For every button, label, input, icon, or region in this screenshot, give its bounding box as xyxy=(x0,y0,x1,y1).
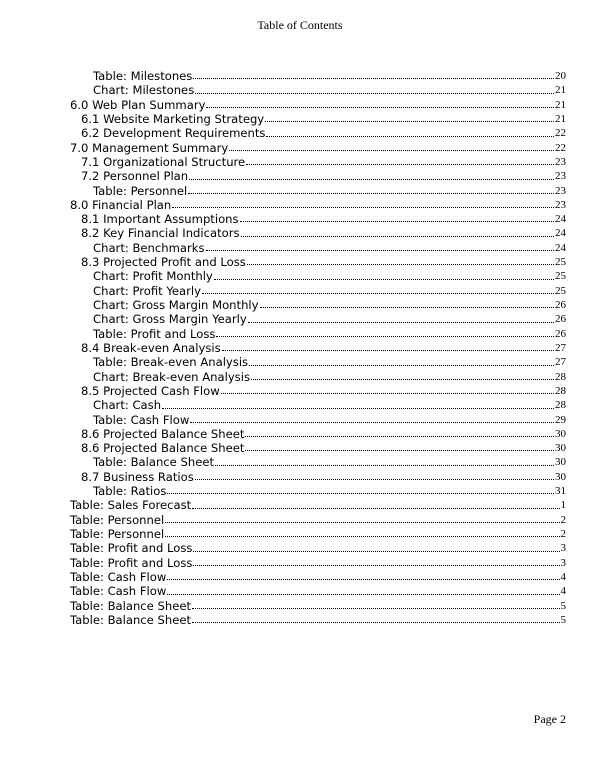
toc-entry-title: Chart: Gross Margin Monthly xyxy=(93,298,259,312)
toc-entry[interactable] xyxy=(70,112,566,126)
toc-entry-page-number: 26 xyxy=(555,313,566,326)
toc-entry-title: 7.2 Personnel Plan xyxy=(81,169,189,184)
toc-entry[interactable] xyxy=(70,83,566,97)
toc-dot-leader xyxy=(193,551,559,552)
toc-entry-title: 8.7 Business Ratios xyxy=(81,469,194,484)
toc-entry-title: Chart: Profit Monthly xyxy=(93,269,213,284)
toc-entry-page-number: 23 xyxy=(555,170,566,183)
toc-dot-leader xyxy=(189,179,554,180)
toc-entry[interactable] xyxy=(70,584,566,598)
toc-dot-leader xyxy=(216,336,554,337)
toc-entry-title: 8.5 Projected Cash Flow xyxy=(81,383,220,398)
toc-entry-page-number: 2 xyxy=(560,513,566,526)
toc-dot-leader xyxy=(248,322,554,323)
toc-dot-leader xyxy=(260,307,554,308)
toc-entry[interactable] xyxy=(70,384,566,398)
toc-entry-title: Table: Cash Flow xyxy=(93,412,190,427)
toc-entry[interactable] xyxy=(70,427,566,441)
toc-entry[interactable] xyxy=(70,341,566,355)
toc-entry[interactable] xyxy=(70,98,566,112)
toc-dot-leader xyxy=(241,236,554,237)
toc-entry-page-number: 3 xyxy=(560,556,566,569)
toc-dot-leader xyxy=(193,78,554,79)
toc-entry-page-number: 30 xyxy=(555,442,566,455)
toc-entry-page-number: 22 xyxy=(555,127,566,140)
toc-dot-leader xyxy=(246,164,554,165)
toc-entry-title: Table: Personnel xyxy=(93,183,188,198)
toc-dot-leader xyxy=(206,107,554,108)
toc-entry-title: Table: Sales Forecast xyxy=(70,498,192,513)
toc-entry-title: Table: Break-even Analysis xyxy=(93,355,249,370)
toc-dot-leader xyxy=(172,207,554,208)
toc-entry-page-number: 1 xyxy=(560,499,566,512)
toc-dot-leader xyxy=(188,193,554,194)
toc-entry-title: Chart: Gross Margin Yearly xyxy=(93,312,247,327)
toc-dot-leader xyxy=(229,150,554,151)
page-header-title: Table of Contents xyxy=(257,18,343,32)
toc-entry-page-number: 21 xyxy=(555,98,566,111)
toc-entry-title: 8.2 Key Financial Indicators xyxy=(81,226,240,241)
toc-entry[interactable] xyxy=(70,527,566,541)
toc-entry-page-number: 24 xyxy=(555,213,566,226)
toc-entry-page-number: 28 xyxy=(555,370,566,383)
toc-entry[interactable] xyxy=(70,470,566,484)
toc-entry[interactable] xyxy=(70,513,566,527)
toc-dot-leader xyxy=(245,450,554,451)
toc-dot-leader xyxy=(195,93,554,94)
toc-entry-page-number: 28 xyxy=(555,399,566,412)
toc-entry-page-number: 27 xyxy=(555,341,566,354)
toc-entry-title: 8.4 Break-even Analysis xyxy=(81,340,221,355)
toc-entry-title: Table: Profit and Loss xyxy=(70,555,193,570)
toc-entry-title: Table: Balance Sheet xyxy=(93,455,215,470)
toc-entry-page-number: 28 xyxy=(555,384,566,397)
toc-entry-title: 8.6 Projected Balance Sheet xyxy=(81,441,245,456)
toc-entry-title: Table: Personnel xyxy=(70,512,165,527)
toc-entry-page-number: 4 xyxy=(560,570,566,583)
toc-dot-leader xyxy=(192,622,559,623)
toc-entry-page-number: 30 xyxy=(555,456,566,469)
toc-entry-page-number: 20 xyxy=(555,70,566,82)
toc-dot-leader xyxy=(249,365,554,366)
toc-entry[interactable] xyxy=(70,284,566,298)
toc-entry-title: 6.1 Website Marketing Strategy xyxy=(81,111,265,126)
toc-dot-leader xyxy=(192,508,559,509)
toc-entry-title: Chart: Cash xyxy=(93,398,162,413)
toc-entry[interactable] xyxy=(70,570,566,584)
toc-entry-page-number: 23 xyxy=(555,198,566,211)
toc-entry-page-number: 31 xyxy=(555,485,566,498)
toc-entry-page-number: 3 xyxy=(560,542,566,555)
toc-dot-leader xyxy=(190,422,554,423)
toc-dot-leader xyxy=(240,221,554,222)
toc-entry[interactable] xyxy=(70,413,566,427)
toc-entry-title: Table: Personnel xyxy=(70,527,165,541)
toc-dot-leader xyxy=(167,579,559,580)
toc-entry[interactable] xyxy=(70,155,566,169)
toc-dot-leader xyxy=(165,536,559,537)
toc-entry-title: 8.6 Projected Balance Sheet xyxy=(81,426,245,441)
toc-entry-page-number: 26 xyxy=(555,299,566,311)
toc-entry[interactable] xyxy=(70,126,566,140)
toc-entry[interactable] xyxy=(70,212,566,226)
toc-entry[interactable] xyxy=(70,599,566,613)
toc-entry[interactable] xyxy=(70,556,566,570)
toc-dot-leader xyxy=(215,465,554,466)
toc-dot-leader xyxy=(265,121,554,122)
toc-dot-leader xyxy=(193,565,559,566)
toc-entry[interactable] xyxy=(70,69,566,83)
toc-entry-page-number: 30 xyxy=(555,470,566,483)
toc-dot-leader xyxy=(222,350,554,351)
toc-entry-page-number: 22 xyxy=(555,141,566,154)
toc-dot-leader xyxy=(247,264,554,265)
toc-entry-page-number: 24 xyxy=(555,227,566,240)
toc-entry-page-number: 23 xyxy=(555,155,566,168)
toc-entry[interactable] xyxy=(70,498,566,512)
toc-entry-page-number: 2 xyxy=(560,528,566,540)
toc-entry-title: Table: Balance Sheet xyxy=(70,612,192,627)
toc-dot-leader xyxy=(195,479,554,480)
toc-entry[interactable] xyxy=(70,613,566,627)
toc-entry[interactable] xyxy=(70,541,566,555)
toc-entry-page-number: 30 xyxy=(555,427,566,440)
toc-entry-title: 6.2 Development Requirements xyxy=(81,126,266,141)
toc-entry[interactable] xyxy=(70,441,566,455)
toc-entry-title: Table: Ratios xyxy=(93,484,167,499)
toc-entry-page-number: 25 xyxy=(555,270,566,283)
toc-entry[interactable] xyxy=(70,169,566,183)
toc-entry-title: Table: Cash Flow xyxy=(70,569,167,584)
toc-dot-leader xyxy=(206,250,554,251)
toc-entry-title: Table: Profit and Loss xyxy=(93,326,216,341)
toc-entry-title: Chart: Benchmarks xyxy=(93,240,205,255)
toc-entry-page-number: 5 xyxy=(560,613,566,626)
toc-entry-title: Table: Cash Flow xyxy=(70,584,167,599)
toc-dot-leader xyxy=(192,608,559,609)
toc-entry-page-number: 26 xyxy=(555,327,566,340)
toc-dot-leader xyxy=(245,436,554,437)
toc-entry[interactable] xyxy=(70,241,566,255)
toc-entry-title: 6.0 Web Plan Summary xyxy=(70,97,206,112)
toc-entry-page-number: 25 xyxy=(555,284,566,297)
toc-entry[interactable] xyxy=(70,327,566,341)
toc-entry-page-number: 21 xyxy=(555,112,566,125)
toc-entry-title: 7.1 Organizational Structure xyxy=(81,154,246,169)
toc-dot-leader xyxy=(167,594,559,595)
toc-entry-page-number: 5 xyxy=(560,599,566,612)
toc-entry-title: 8.1 Important Assumptions xyxy=(81,212,239,227)
toc-entry-title: Chart: Profit Yearly xyxy=(93,283,202,298)
toc-entry[interactable] xyxy=(70,141,566,155)
toc-entry[interactable] xyxy=(70,484,566,498)
toc-entry[interactable] xyxy=(70,255,566,269)
toc-entry-title: 7.0 Management Summary xyxy=(70,140,229,155)
toc-entry-title: 8.0 Financial Plan xyxy=(70,197,172,212)
toc-dot-leader xyxy=(162,408,554,409)
toc-entry-page-number: 21 xyxy=(555,84,566,97)
toc-entry-title: Table: Profit and Loss xyxy=(70,541,193,556)
toc-entry-title: Table: Milestones xyxy=(93,69,193,83)
toc-entry-page-number: 4 xyxy=(560,585,566,598)
toc-entry-page-number: 29 xyxy=(555,413,566,426)
toc-entry-title: Table: Balance Sheet xyxy=(70,598,192,613)
toc-dot-leader xyxy=(214,279,554,280)
toc-entry[interactable] xyxy=(70,184,566,198)
toc-entry[interactable] xyxy=(70,198,566,212)
toc-entry-title: 8.3 Projected Profit and Loss xyxy=(81,255,246,270)
toc-entry-page-number: 24 xyxy=(555,241,566,254)
table-of-contents xyxy=(70,69,566,627)
toc-dot-leader xyxy=(266,136,554,137)
toc-dot-leader xyxy=(165,522,559,523)
toc-entry-title: Chart: Milestones xyxy=(93,83,195,98)
page-number: Page 2 xyxy=(533,712,566,726)
toc-dot-leader xyxy=(221,393,554,394)
toc-entry[interactable] xyxy=(70,455,566,469)
toc-entry[interactable] xyxy=(70,312,566,326)
toc-entry-title: Chart: Break-even Analysis xyxy=(93,369,250,384)
toc-entry[interactable] xyxy=(70,398,566,412)
toc-dot-leader xyxy=(202,293,554,294)
toc-entry[interactable] xyxy=(70,226,566,240)
toc-entry-page-number: 25 xyxy=(555,256,566,269)
toc-entry[interactable] xyxy=(70,298,566,312)
toc-entry-page-number: 27 xyxy=(555,356,566,369)
toc-entry[interactable] xyxy=(70,355,566,369)
toc-entry[interactable] xyxy=(70,269,566,283)
toc-entry[interactable] xyxy=(70,370,566,384)
toc-dot-leader xyxy=(251,379,554,380)
toc-entry-page-number: 23 xyxy=(555,184,566,197)
toc-dot-leader xyxy=(167,493,554,494)
